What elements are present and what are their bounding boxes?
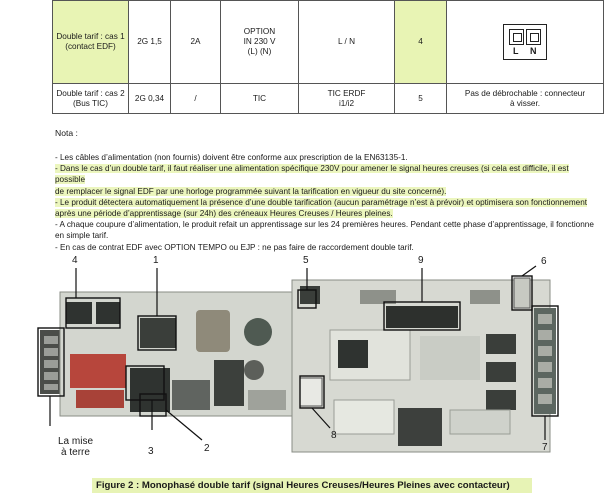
signal-line: (L) (N)	[247, 46, 272, 56]
note-text: - Dans le cas d’un double tarif, il faut réaliser une alimentation spécifique 230V pour amener le signal heures creuses (si cela est difficile, il est possible	[55, 164, 569, 185]
row-label-cell	[53, 84, 129, 114]
table-row	[53, 84, 604, 114]
note-line: - Les câbles d’alimentation (non fournis) doivent être conforme aux prescription de la EN63135-1.	[55, 153, 408, 162]
notes-title: Nota :	[55, 128, 78, 138]
note-line	[55, 163, 600, 185]
callout-number-9: 9	[418, 255, 424, 266]
wiring-line: TIC ERDF	[327, 88, 366, 98]
control-board	[292, 278, 556, 452]
note-line: - A chaque coupure d’alimentation, le produit refait un apprentissage sur les 24 premières heures. Pendant cette phase d’apprentissage, il fonctionne	[55, 220, 594, 230]
note-cell	[447, 84, 604, 114]
callout-number-3: 3	[148, 446, 154, 457]
callout-number-2: 2	[204, 443, 210, 454]
row-label: Double tarif : cas 1	[56, 32, 125, 42]
connector-slot	[526, 29, 541, 45]
note-line	[55, 197, 600, 208]
row-label-cell	[53, 1, 129, 84]
note-text: de remplacer le signal EDF par une horloge programmée suivant la tarification en vigueur du site concerné).	[55, 186, 447, 196]
earth-label-line: La mise	[58, 436, 94, 447]
spec-table	[52, 0, 604, 114]
connector-diagram	[503, 24, 547, 60]
current-cell: 2A	[171, 1, 221, 84]
row-label-sub: (Bus TIC)	[73, 98, 108, 108]
connector-cell	[447, 1, 604, 84]
callout-number-6: 6	[541, 256, 547, 267]
connector-label-l: L	[513, 46, 519, 57]
callout-number-4: 4	[72, 255, 78, 266]
row-label: Double tarif : cas 2	[56, 88, 125, 98]
note-line: - En cas de contrat EDF avec OPTION TEMPO ou EJP : ne pas faire de raccordement double tarif.	[55, 242, 414, 252]
note-text: - Le produit détectera automatiquement la présence d’une double tarification (aucun paramétrage n’est à prévoir) et optimisera son fonctionnement	[55, 197, 588, 207]
callout-cell: 4	[395, 1, 447, 84]
connector-slot	[509, 29, 524, 45]
note-line	[55, 208, 600, 219]
signal-cell	[221, 1, 299, 84]
signal-line: OPTION	[243, 27, 276, 37]
table-row	[53, 1, 604, 84]
callout-number-5: 5	[303, 255, 309, 266]
row-label-sub: (contact EDF)	[65, 42, 116, 51]
wiring-line: i1/i2	[338, 98, 355, 108]
cable-section-cell: 2G 0,34	[129, 84, 171, 114]
note-line	[55, 186, 600, 197]
callout-cell: 5	[395, 84, 447, 114]
callout-number-7: 7	[542, 442, 548, 453]
wiring-cell: L / N	[299, 1, 395, 84]
earth-terminal-block	[40, 330, 62, 394]
wiring-cell	[299, 84, 395, 114]
callout-number-8: 8	[331, 430, 337, 441]
figure-caption: Figure 2 : Monophasé double tarif (signal Heures Creuses/Heures Pleines avec contacteur)	[96, 480, 510, 491]
cable-section-cell: 2G 1,5	[129, 1, 171, 84]
earth-label	[58, 436, 93, 458]
notes-list	[55, 152, 600, 253]
earth-label-line: à terre	[61, 447, 90, 458]
signal-line: IN 230 V	[243, 37, 276, 47]
current-cell: /	[171, 84, 221, 114]
note-line: Pas de débrochable : connecteur	[464, 88, 586, 98]
note-line: en simple tarif.	[55, 231, 109, 241]
connector-label-n: N	[530, 46, 537, 57]
note-line: à visser.	[509, 98, 541, 108]
power-board	[60, 292, 292, 416]
signal-cell: TIC	[221, 84, 299, 114]
note-text: après une période d’apprentissage (sur 24h) des créneaux Heures Creuses / Heures pleines.	[55, 209, 393, 219]
callout-number-1: 1	[153, 255, 159, 266]
